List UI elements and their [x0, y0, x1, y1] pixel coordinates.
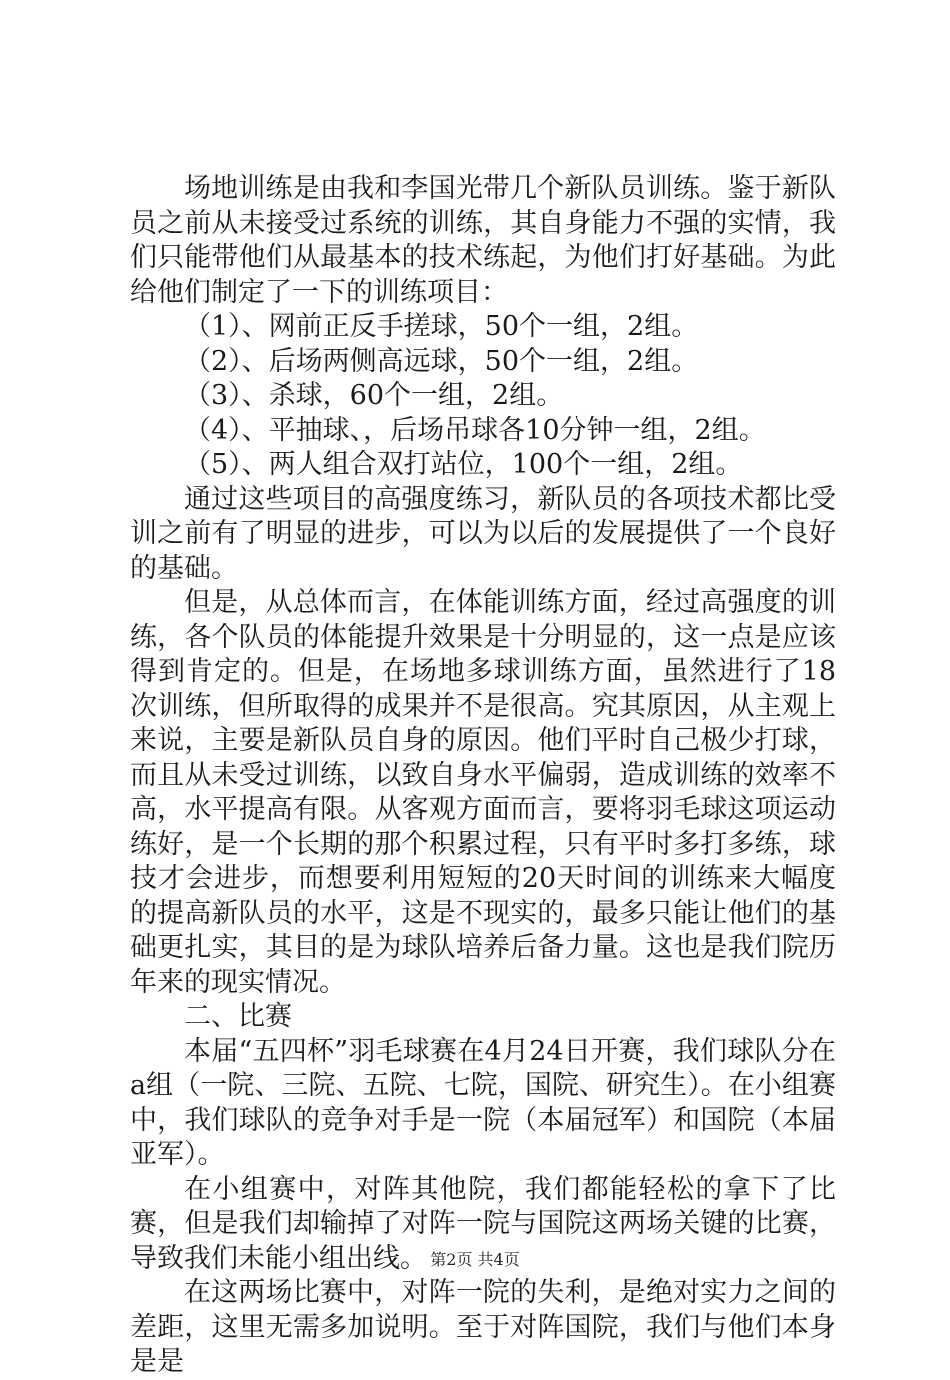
paragraph-tournament: 本届“五四杯”羽毛球赛在4月24日开赛，我们球队分在a组（一院、三院、五院、七院，国院、研究生）。在小组赛中，我们球队的竞争对手是一院（本届冠军）和国院（本届亚军）。 — [130, 1035, 836, 1170]
list-item-5: （5）、两人组合双打站位，100个一组，2组。 — [184, 449, 743, 480]
paragraph-field-training: 场地训练是由我和李国光带几个新队员训练。鉴于新队员之前从未接受过系统的训练，其自身能力不强的实情，我们只能带他们从最基本的技术练起，为他们打好基础。为此给他们制定了一下的训练项目： — [130, 173, 836, 308]
paragraph-summary: 但是，从总体而言，在体能训练方面，经过高强度的训练，各个队员的体能提升效果是十分明显的，这一点是应该得到肯定的。但是，在场地多球训练方面，虽然进行了18次训练，但所取得的成果并不是很高。究其原因，从主观上来说，主要是新队员自身的原因。他们平时自己极少打球，而且从未受过训练，以致自身水平偏弱，造成训练的效率不高，水平提高有限。从客观方面而言，要将羽毛球这项运动练好，是一个长期的那个积累过程，只有平时多打多练，球技才会进步，而想要利用短短的20天时间的训练来大幅度的提高新队员的水平，这是不现实的，最多只能让他们的基础更扎实，其目的是为球队培养后备力量。这也是我们院历年来的现实情况。 — [130, 587, 836, 998]
document-body — [130, 172, 836, 1380]
paragraph-progress: 通过这些项目的高强度练习，新队员的各项技术都比受训之前有了明显的进步，可以为以后的发展提供了一个良好的基础。 — [130, 483, 836, 584]
list-item-1: （1）、网前正反手搓球，50个一组，2组。 — [184, 311, 699, 342]
list-item-3: （3）、杀球，60个一组，2组。 — [184, 380, 564, 411]
list-item-4: （4）、平抽球、，后场吊球各10分钟一组，2组。 — [184, 414, 766, 446]
list-item-2: （2）、后场两侧高远球，50个一组，2组。 — [184, 345, 699, 377]
paragraph-group-stage: 在小组赛中，对阵其他院，我们都能轻松的拿下了比赛，但是我们却输掉了对阵一院与国院这两场关键的比赛，导致我们未能小组出线。 — [130, 1173, 836, 1274]
paragraph-analysis: 在这两场比赛中，对阵一院的失利，是绝对实力之间的差距，这里无需多加说明。至于对阵国院，我们与他们本身是是 — [130, 1277, 836, 1377]
page-footer: 第2页 共4页 — [430, 1250, 520, 1269]
section-heading-competition: 二、比赛 — [184, 1001, 292, 1032]
